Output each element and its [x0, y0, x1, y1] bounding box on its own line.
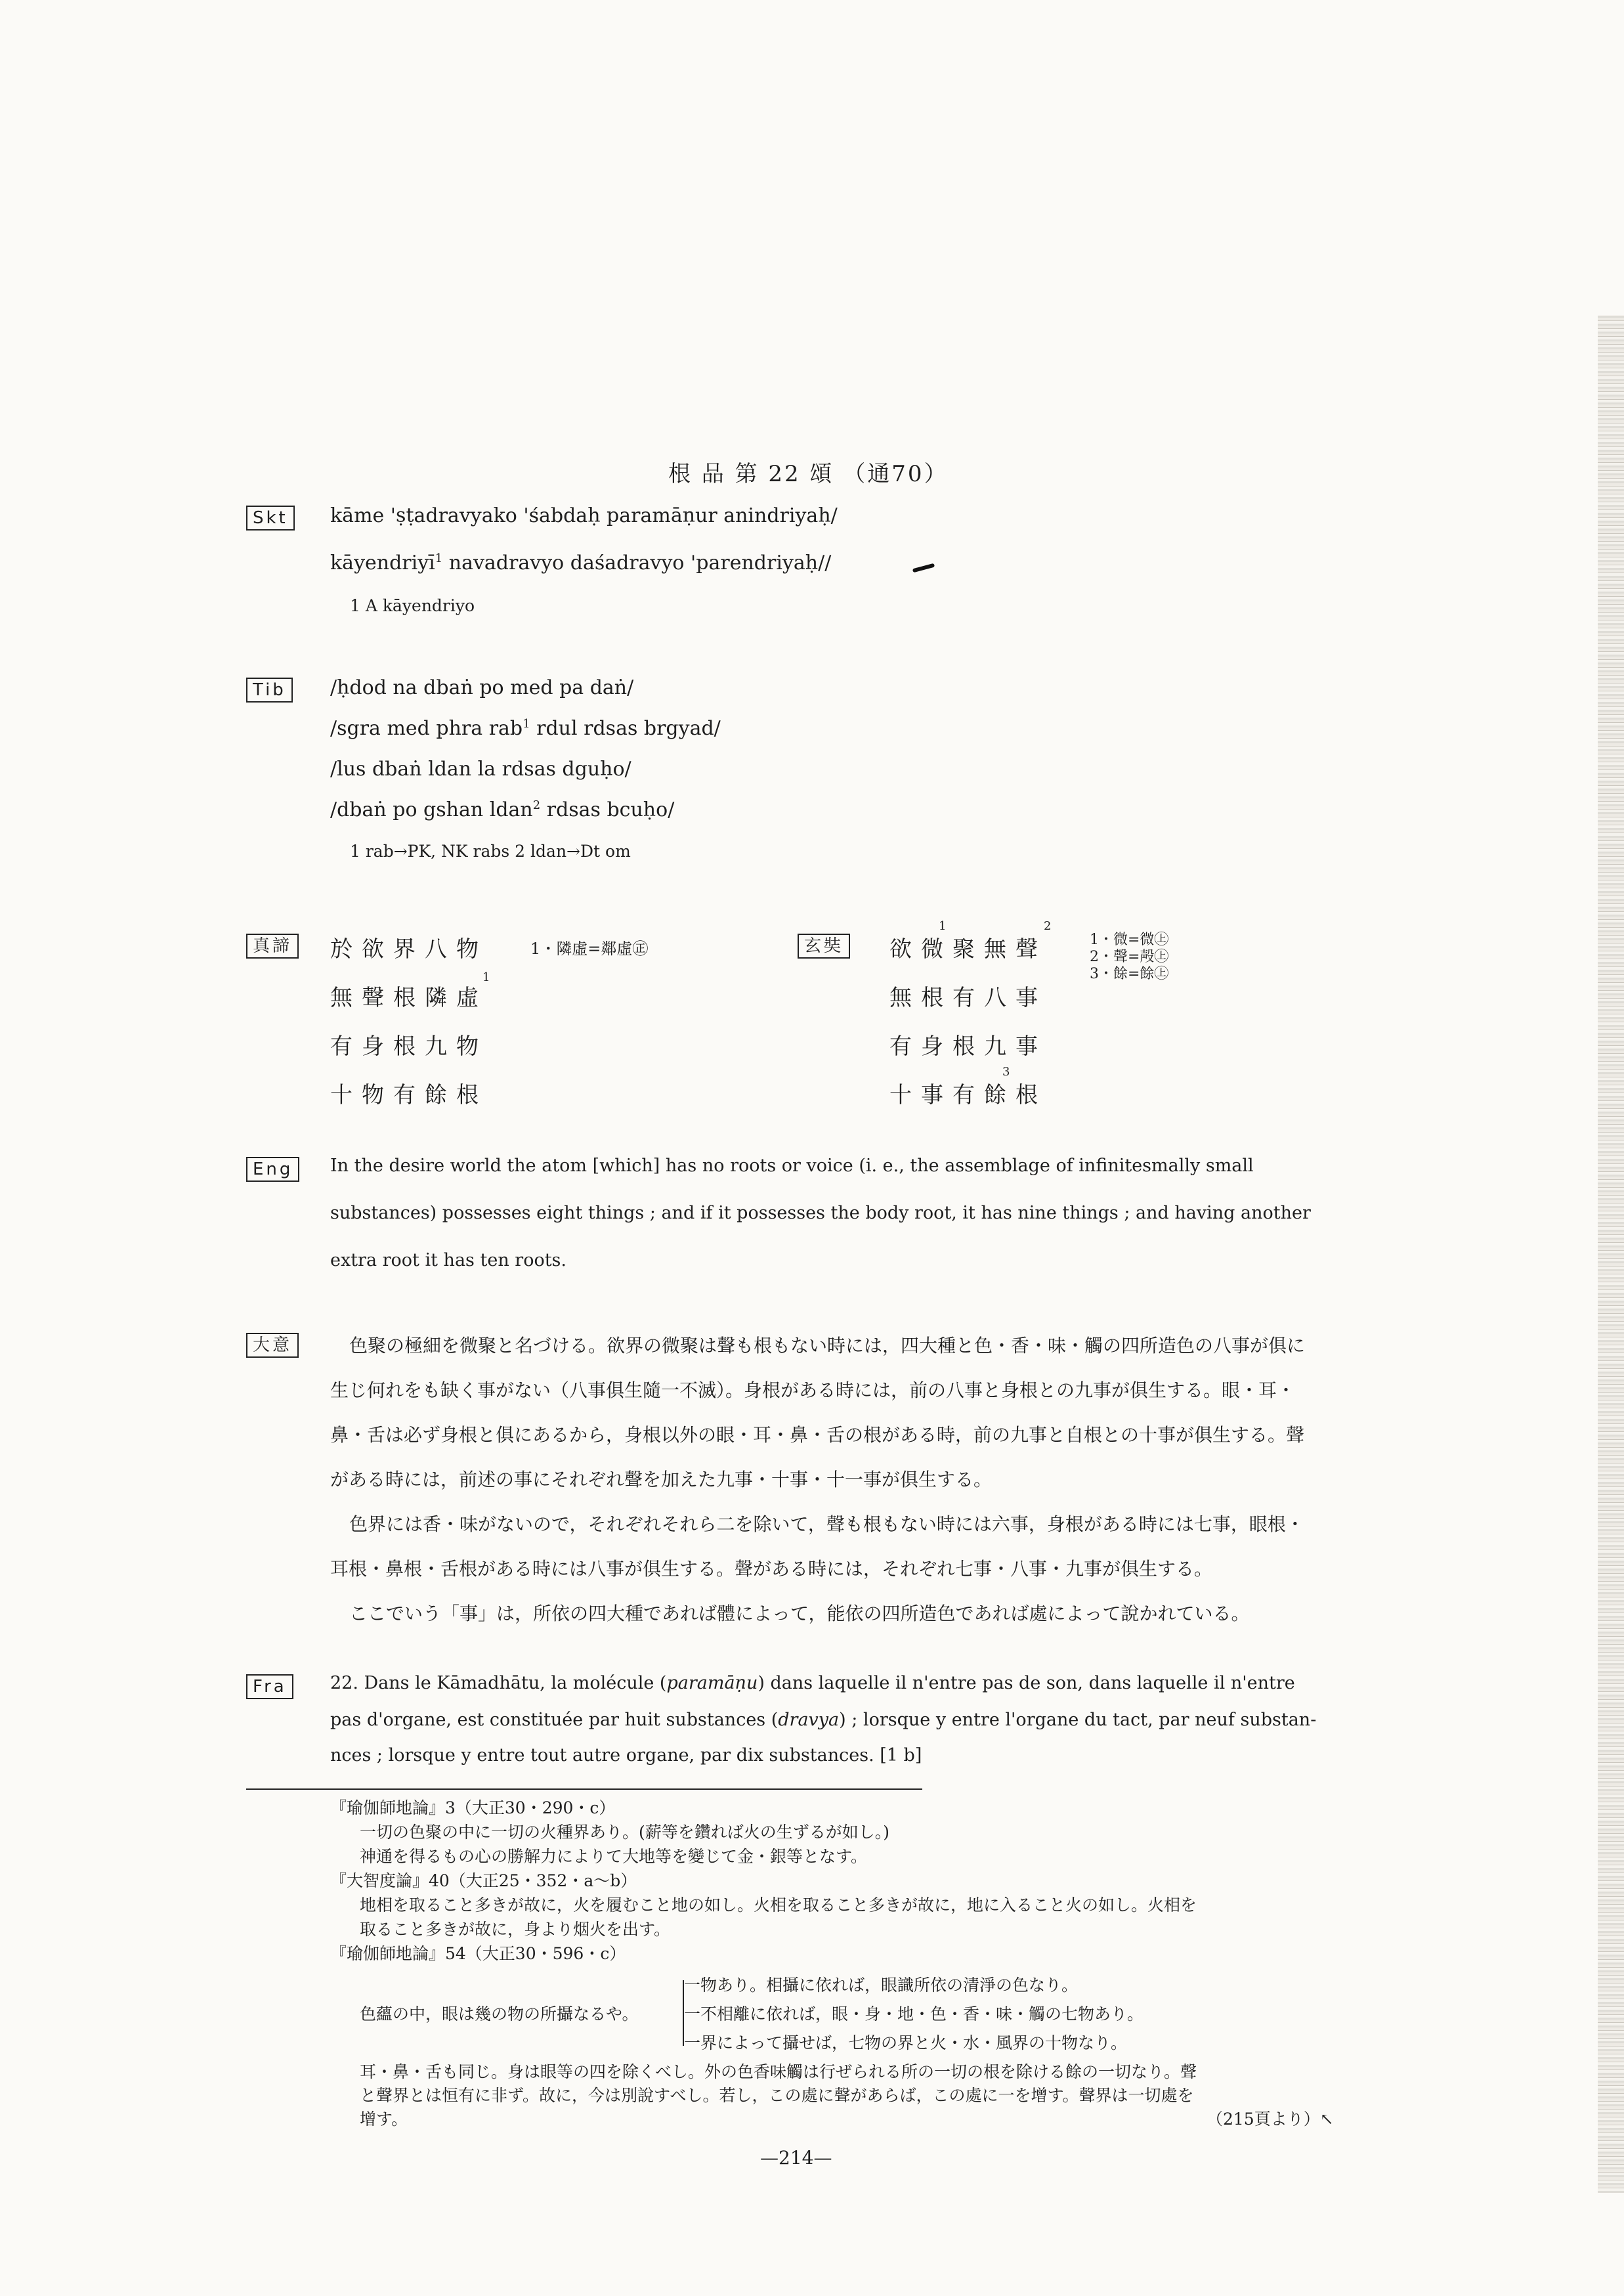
fra-line-1-italic: paramāṇu: [666, 1673, 758, 1693]
fra-line-3: nces ; lorsque y entre tout autre organe, par dix substances. [1 b]: [330, 1745, 922, 1765]
zhendi-label: 真諦: [246, 934, 299, 959]
footnote-branch-1: 一物あり。相攝に依れば，眼識所依の清淨の色なり。: [684, 1976, 1079, 1995]
tib-line-1: /ḥdod na dbaṅ po med pa daṅ/: [330, 676, 634, 699]
skt-line-2: [330, 552, 831, 574]
zhendi-line-2: 無聲根隣虛: [330, 985, 488, 1011]
fra-line-1: [330, 1673, 1295, 1693]
eng-label: Eng: [246, 1157, 299, 1182]
zhendi-line-3: 有身根九物: [330, 1033, 488, 1060]
taii-line-4: がある時には，前述の事にそれぞれ聲を加えた九事・十事・十一事が俱生する。: [330, 1469, 993, 1490]
taii-label: 大意: [246, 1333, 299, 1358]
xuanzang-note-3: 3・餘=餘㊤: [1090, 966, 1169, 982]
footnote-line-10: と聲界とは恒有に非ず。故に，今は別說すべし。若し，この處に聲があらば，この處に一を增す。聲界は一切處を: [360, 2086, 1194, 2105]
tib-line-2b: rdul rdsas brgyad/: [530, 717, 721, 740]
fra-line-2-italic: dravya: [778, 1710, 840, 1730]
footnote-line-4: 『大智度論』40（大正25・352・a～b）: [330, 1871, 637, 1890]
tib-label: Tib: [246, 678, 293, 703]
scan-edge-strip: [1598, 315, 1624, 2193]
skt-line-1: kāme 'ṣṭadravyako 'śabdaḥ paramāṇur anindriyaḥ/: [330, 504, 838, 527]
footnote-line-3: 神通を得るもの心の勝解力によりて大地等を變じて金・銀等となす。: [360, 1847, 868, 1866]
footnote-line-8: 色蘊の中，眼は幾の物の所攝なるや。: [360, 2004, 639, 2024]
fra-line-1a: 22. Dans le Kāmadhātu, la molécule (: [330, 1673, 667, 1693]
fra-line-2b: ) ; lorsque y entre l'organe du tact, par neuf substan-: [839, 1710, 1317, 1730]
zhendi-sup: 1: [482, 970, 490, 984]
xuanzang-note-1: 1・微=微㊤: [1090, 932, 1169, 948]
taii-line-6: 耳根・鼻根・舌根がある時には八事が俱生する。聲がある時には，それぞれ七事・八事・九事が俱生する。: [330, 1558, 1213, 1580]
skt-line-2a: kāyendriyī: [330, 552, 435, 574]
footnote-line-5: 地相を取ること多きが故に，火を履むこと地の如し。火相を取ること多きが故に，地に入ること火の如し。火相を: [360, 1895, 1197, 1915]
xuanzang-note-2: 2・聲=殸㊤: [1090, 949, 1169, 965]
footnote-line-9: 耳・鼻・舌も同じ。身は眼等の四を除くべし。外の色香味觸は行ぜられる所の一切の根を除ける餘の一切なり。聲: [360, 2062, 1197, 2081]
footnote-line-2: 一切の色聚の中に一切の火種界あり。(薪等を鑽れば火の生ずるが如し。): [360, 1823, 890, 1842]
zhendi-note: 1・隣虛=鄰虛㊣: [530, 940, 649, 958]
tib-line-3: /lus dbaṅ ldan la rdsas dguḥo/: [330, 758, 631, 781]
skt-line-2b: navadravyo daśadravyo 'parendriyaḥ//: [442, 552, 832, 574]
fra-label: Fra: [246, 1674, 293, 1699]
taii-line-1: 色聚の極細を微聚と名づける。欲界の微聚は聲も根もない時には，四大種と色・香・味・觸の四所造色の八事が俱に: [349, 1335, 1306, 1356]
page-title: 根 品 第 22 頌 （通70）: [668, 461, 949, 487]
footnote-rule: [246, 1788, 922, 1790]
footnote-branch-3: 一界によって攝せば，七物の界と火・水・風界の十物なり。: [684, 2033, 1128, 2052]
eng-line-1: In the desire world the atom [which] has no roots or voice (i. e., the assemblage of infinitesmally small: [330, 1156, 1254, 1176]
fra-line-2a: pas d'organe, est constituée par huit substances (: [330, 1710, 779, 1730]
skt-label: Skt: [246, 506, 295, 531]
pen-mark: [912, 563, 935, 573]
xuanzang-sup-1: 1: [939, 919, 947, 933]
page-number: —214—: [760, 2147, 832, 2169]
xuanzang-sup-3: 3: [1002, 1065, 1010, 1079]
tib-note: 1 rab→PK, NK rabs 2 ldan→Dt om: [350, 842, 631, 861]
tib-line-2-sup: 1: [523, 717, 530, 731]
tib-line-4b: rdsas bcuḥo/: [540, 798, 675, 821]
taii-line-5: 色界には香・味がないので，それぞれそれら二を除いて，聲も根もない時には六事，身根がある時には七事，眼根・: [349, 1513, 1304, 1535]
eng-line-2: substances) possesses eight things ; and if it possesses the body root, it has nine things ; and having another: [330, 1203, 1311, 1223]
xuanzang-label: 玄奘: [798, 934, 850, 959]
fra-line-2: [330, 1710, 1316, 1730]
footnote-line-1: 『瑜伽師地論』3（大正30・290・c）: [330, 1798, 616, 1817]
taii-line-2: 生じ何れをも缺く事がない（八事俱生隨一不滅）。身根がある時には，前の八事と身根との九事が俱生する。眼・耳・: [330, 1379, 1296, 1401]
eng-line-3: extra root it has ten roots.: [330, 1250, 566, 1270]
xuanzang-line-1: 欲微聚無聲: [889, 936, 1047, 963]
footnote-branch-2: 一不相離に依れば，眼・身・地・色・香・味・觸の七物あり。: [684, 2004, 1144, 2024]
tib-line-4-sup: 2: [532, 798, 541, 812]
skt-note: 1 A kāyendriyo: [350, 596, 475, 615]
footnote-line-7: 『瑜伽師地論』54（大正30・596・c）: [330, 1944, 626, 1963]
skt-line-2-sup: 1: [435, 552, 443, 565]
footnote-line-11: 增す。: [360, 2110, 408, 2129]
xuanzang-line-2: 無根有八事: [889, 985, 1047, 1011]
tib-line-4: [330, 798, 674, 821]
footnote-line-6: 取ること多きが故に，身より烟火を出す。: [360, 1920, 671, 1939]
taii-line-7: ここでいう「事」は，所依の四大種であれば體によって，能依の四所造色であれば處によって說かれている。: [349, 1603, 1250, 1624]
taii-line-3: 鼻・舌は必ず身根と俱にあるから，身根以外の眼・耳・鼻・舌の根がある時，前の九事と自根との十事が俱生する。聲: [330, 1424, 1305, 1446]
fra-line-1b: ) dans laquelle il n'entre pas de son, dans laquelle il n'entre: [758, 1673, 1295, 1693]
zhendi-line-1: 於欲界八物: [330, 936, 488, 963]
tib-line-2a: /sgra med phra rab: [330, 717, 523, 740]
tib-line-4a: /dbaṅ po gshan ldan: [330, 798, 533, 821]
zhendi-line-4: 十物有餘根: [330, 1082, 488, 1108]
tib-line-2: [330, 717, 721, 740]
footnote-page-ref: （215頁より）↖: [1207, 2110, 1334, 2129]
xuanzang-sup-2: 2: [1044, 919, 1052, 933]
xuanzang-line-4: 十事有餘根: [889, 1082, 1047, 1108]
xuanzang-line-3: 有身根九事: [889, 1033, 1047, 1060]
